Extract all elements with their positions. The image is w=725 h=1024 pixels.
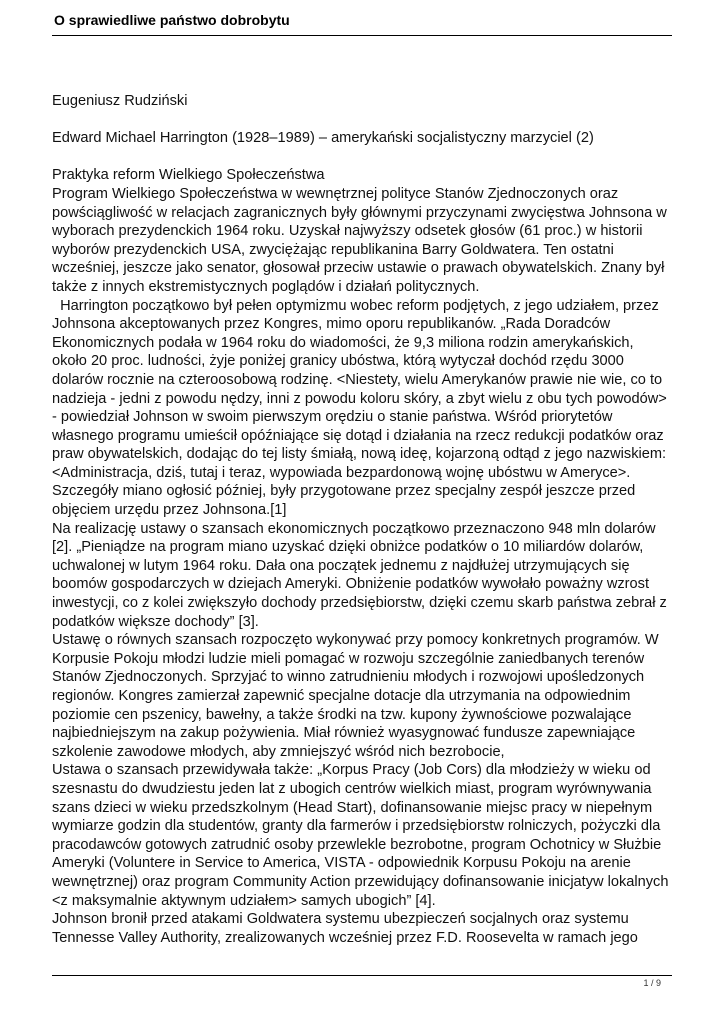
- paragraph: Johnson bronił przed atakami Goldwatera systemu ubezpieczeń socjalnych oraz systemu Tennesse Valley Authority, zrealizowanych wcześniej przez F.D. Roosevelta w ramach jego: [52, 911, 638, 946]
- paragraph: Ustawa o szansach przewidywała także: „Korpus Pracy (Job Cors) dla młodzieży w wieku od szesnastu do dwudziestu jeden lat z ubogich centrów wielkich miast, program wyrównywania szans dzieci w wieku przedszkolnym (Head Start), dofinansowanie miejsc pracy w niepełnym wymiarze godzin dla studentów, granty dla farmerów i przedsiębiorstw rolniczych, pożyczki dla pracodawców gotowych zatrudnić osoby przewlekle bezrobotne, program Ochotnicy w Służbie Ameryki (Voluntere in Service to America, VISTA - odpowiednik Korpusu Pokoju na arenie wewnętrznej) oraz program Community Action przewidujący dofinansowanie inicjatyw lokalnych <z maksymalnie aktywnym udziałem> samych ubogich” [4].: [52, 762, 669, 909]
- paragraph: Ustawę o równych szansach rozpoczęto wykonywać przy pomocy konkretnych programów. W Korpusie Pokoju młodzi ludzie mieli pomagać w rozwoju szczególnie zaniedbanych terenów Stanów Zjednoczonych. Sprzyjać to winno zatrudnieniu młodych i rozwojowi upośledzonych regionów. Kongres zamierzał zapewnić specjalne dotacje dla utrzymania na odpowiednim poziomie cen pszenicy, bawełny, a także środki na tzw. kupony żywnościowe pozwalające najbiedniejszym na zakup pożywienia. Miał również wyasygnować fundusze zapewniające szkolenie zawodowe młodych, aby zmniejszyć wśród nich bezrobocie,: [52, 632, 659, 760]
- author-name: Eugeniusz Rudziński: [52, 93, 188, 109]
- article-body: [52, 92, 672, 947]
- paragraph: Program Wielkiego Społeczeństwa w wewnętrznej polityce Stanów Zjednoczonych oraz powściągliwość w relacjach zagranicznych były głównymi przyczynami zwycięstwa Johnsona w wyborach prezydenckich 1964 roku. Uzyskał najwyższy odsetek głosów (61 proc.) w historii wyborów prezydenckich USA, zwyciężając republikanina Barry Goldwatera. Ten ostatni wcześniej, jeszcze jako senator, głosował przeciw ustawie o prawach obywatelskich. Znany był także z innych ekstremistycznych poglądów i działań politycznych.: [52, 185, 667, 295]
- paragraph: Harrington początkowo był pełen optymizmu wobec reform podjętych, z jego udziałem, przez Johnsona akceptowanych przez Kongres, mimo oporu republikanów. „Rada Doradców Ekonomicznych podała w 1964 roku do wiadomości, że 9,3 miliona rodzin amerykańskich, około 20 proc. ludności, żyje poniżej granicy ubóstwa, którą wytyczał dochód rzędu 3000 dolarów rocznie na czteroosobową rodzinę. <Niestety, wielu Amerykanów prawie nie wie, co to nadzieja - jedni z powodu nędzy, inni z powodu koloru skóry, a zbyt wielu z obu tych powodów> - powiedział Johnson w swoim pierwszym orędziu o stanie państwa. Wśród priorytetów własnego programu umieścił opóźniające się dotąd i działania na rzecz redukcji podatków oraz praw obywatelskich, dodając do tej listy śmiałą, nową ideę, kojarzoną odtąd z jego nazwiskiem: <Administracja, dziś, tutaj i teraz, wypowiada bezpardonową wojnę ubóstwu w Ameryce>. Szczegóły miano ogłosić później, były przygotowane przez specjalny zespół jeszcze przed objęciem urzędu przez Johnsona.[1]: [52, 297, 671, 519]
- paragraph: Na realizację ustawy o szansach ekonomicznych początkowo przeznaczono 948 mln dolarów [2]. „Pieniądze na program miano uzyskać dzięki obniżce podatków o 10 miliardów dolarów, uchwalonej w lutym 1964 roku. Dała ona początek jednemu z najdłużej utrzymujących się boomów gospodarczych w dziejach Ameryki. Obniżenie podatków wywołało poważny wzrost inwestycji, co z kolei zwiększyło dochody przedsiębiorstw, dzięki czemu skarb państwa zebrał z podatków większe dochody” [3].: [52, 520, 667, 630]
- header-divider: [52, 35, 672, 36]
- section-heading: Praktyka reform Wielkiego Społeczeństwa: [52, 167, 325, 184]
- running-header-title: O sprawiedliwe państwo dobrobytu: [54, 12, 290, 28]
- spacer: [52, 111, 672, 130]
- page-number: 1 / 9: [643, 978, 661, 988]
- spacer: [52, 148, 672, 167]
- article-title: Edward Michael Harrington (1928–1989) – amerykański socjalistyczny marzyciel (2): [52, 130, 594, 147]
- footer-divider: [52, 975, 672, 976]
